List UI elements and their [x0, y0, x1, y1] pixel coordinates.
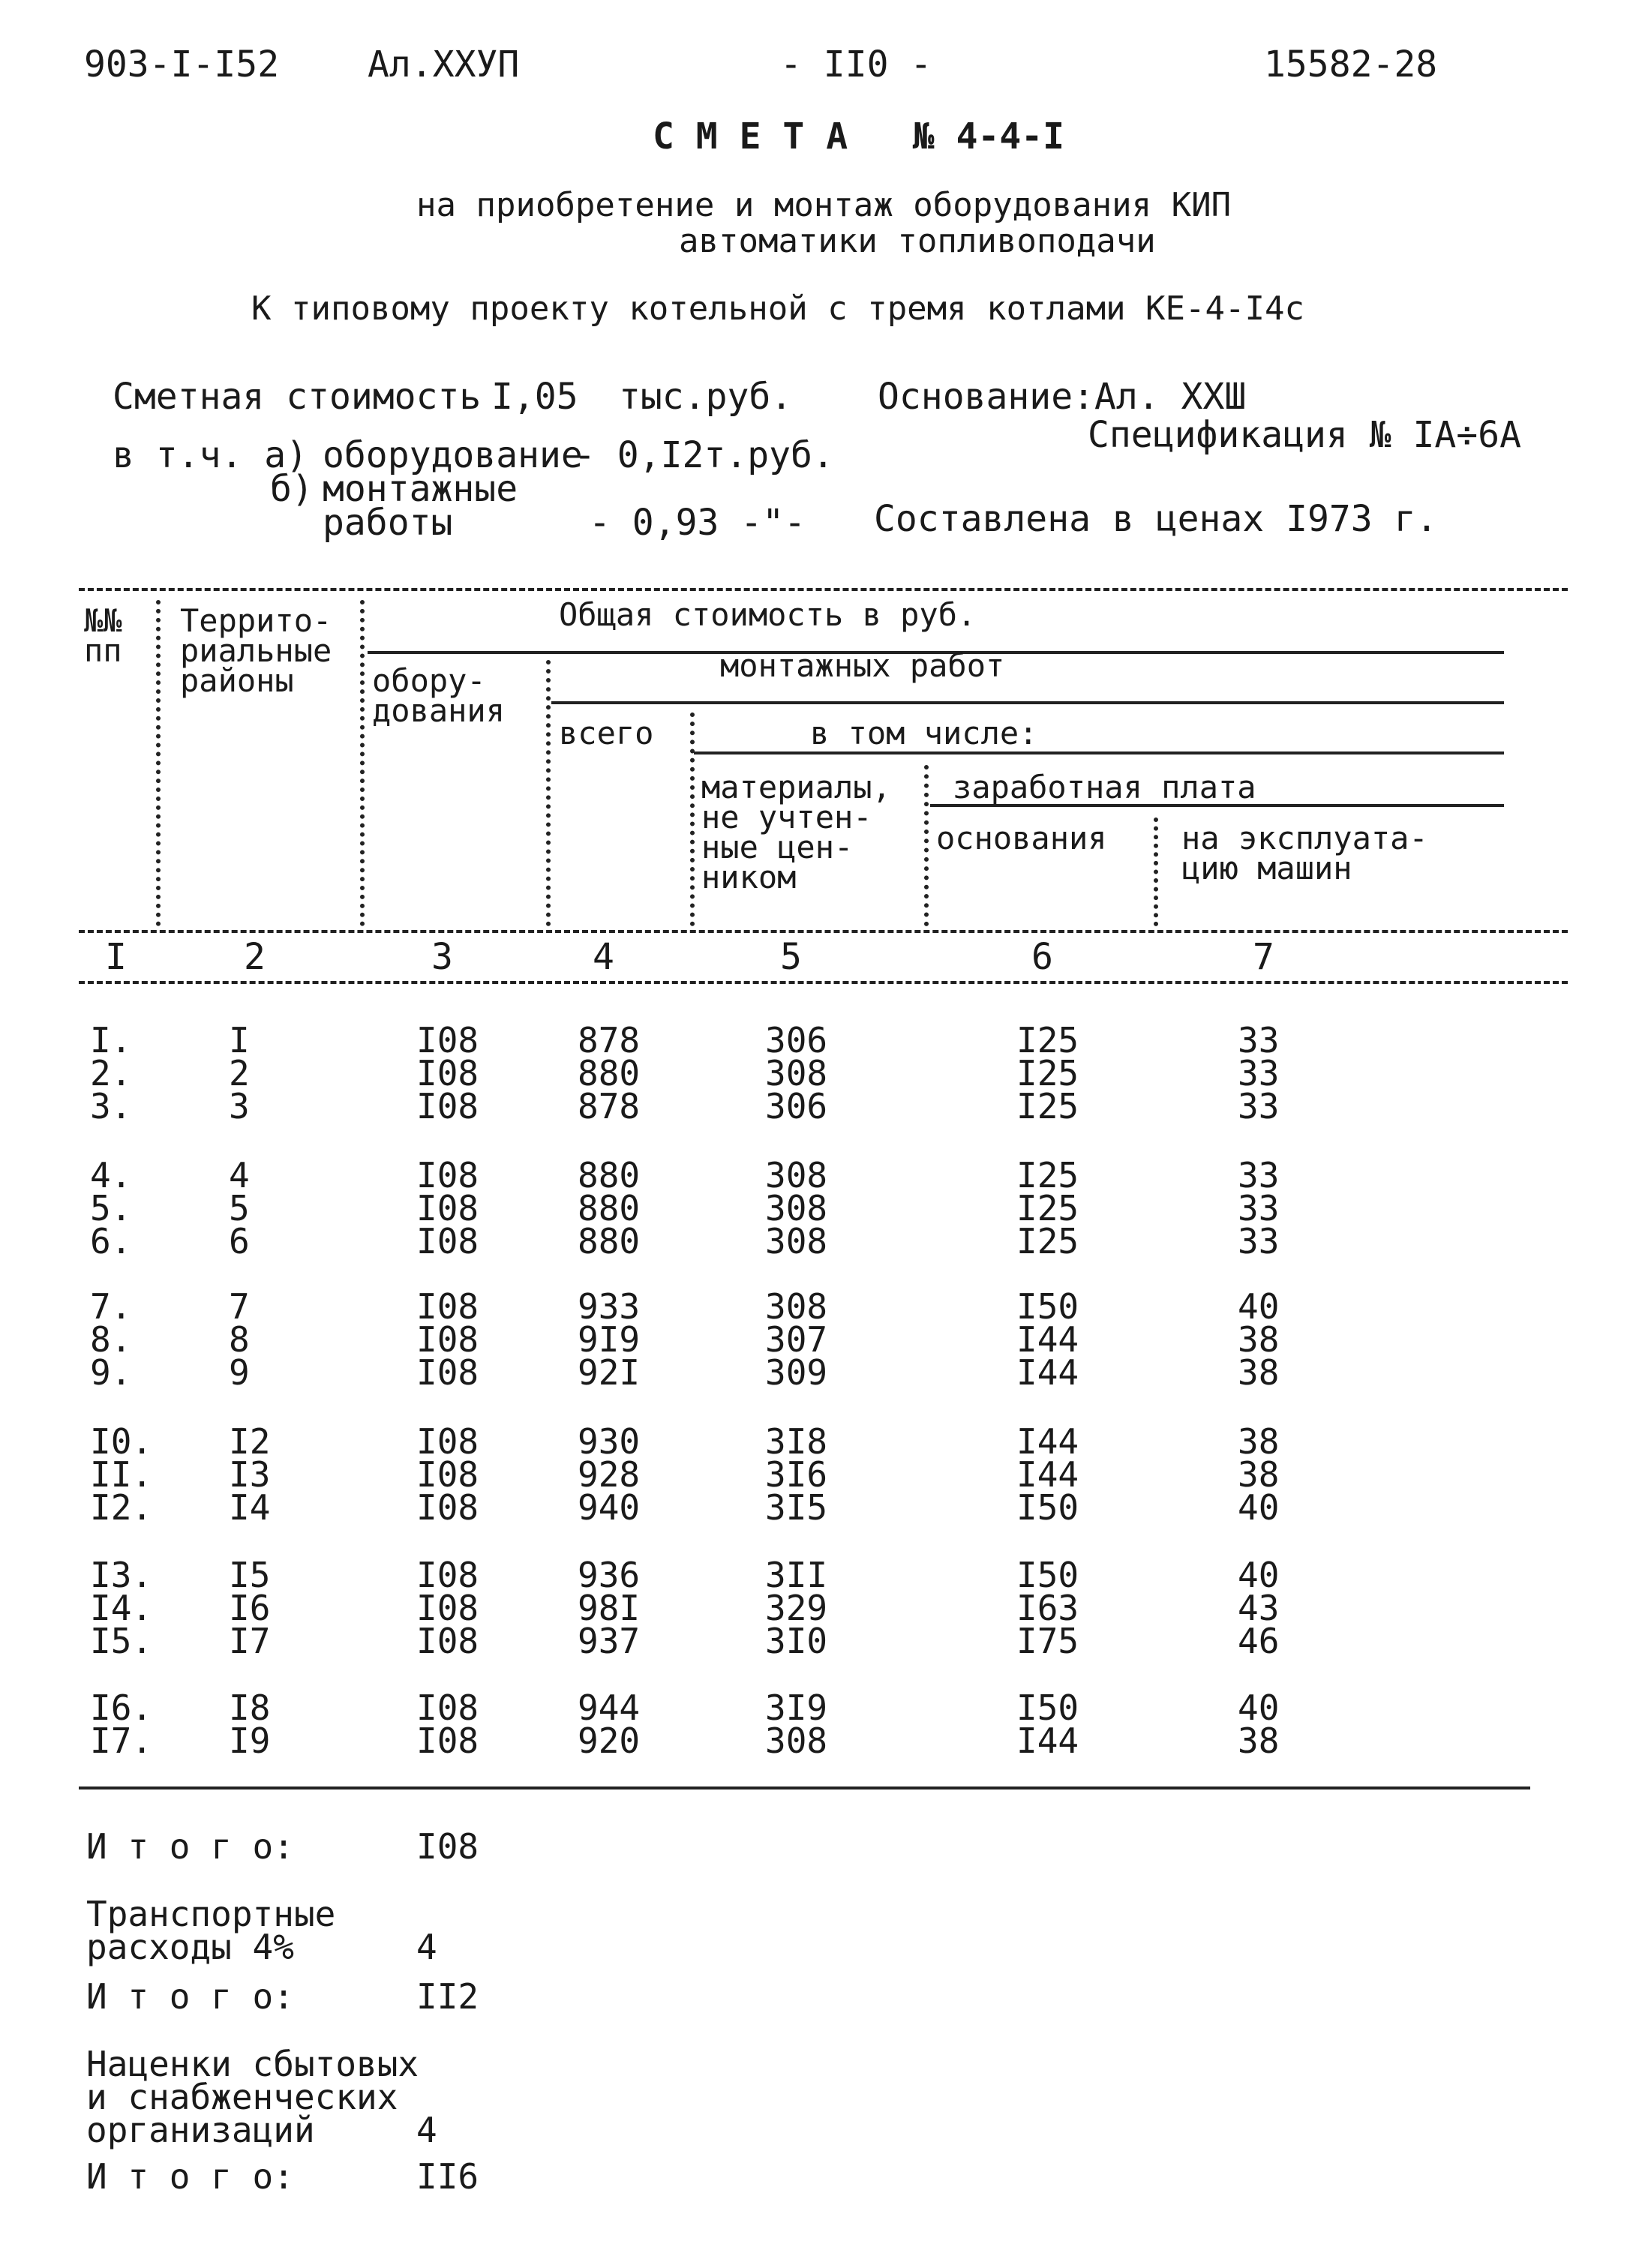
col-header-all: всего	[559, 715, 654, 752]
table-cell-col3: I08	[416, 1688, 479, 1728]
header-bottom-rule	[79, 930, 1568, 933]
table-cell-col2: 2	[229, 1053, 250, 1094]
table-cell-col1: I0.	[90, 1421, 153, 1462]
price-base: Составлена в ценах I973 г.	[874, 498, 1438, 540]
col-header-install-group: монтажных работ	[720, 647, 1005, 684]
table-cell-col4: 880	[578, 1221, 641, 1262]
table-cell-col2: 9	[229, 1352, 250, 1393]
table-cell-col7: 40	[1238, 1487, 1280, 1528]
document-number: 15582-28	[1264, 44, 1438, 86]
table-cell-col3: I08	[416, 1221, 479, 1262]
table-cell-col4: 944	[578, 1688, 641, 1728]
table-cell-col2: 7	[229, 1286, 250, 1327]
installation-value: - 0,93 -"-	[589, 502, 806, 544]
table-cell-col7: 38	[1238, 1319, 1280, 1360]
table-cell-col7: 33	[1238, 1020, 1280, 1060]
table-cell-col5: 3I9	[765, 1688, 828, 1728]
table-cell-col6: I25	[1016, 1020, 1079, 1060]
table-cell-col5: 3I8	[765, 1421, 828, 1462]
table-cell-col6: I50	[1016, 1487, 1079, 1528]
table-cell-col2: I6	[229, 1588, 271, 1628]
album-number: Ал.XXУП	[368, 44, 520, 86]
total-label: И т о г о:	[86, 2156, 294, 2197]
table-top-rule	[79, 588, 1568, 591]
column-number-7: 7	[1253, 936, 1274, 978]
table-cell-col1: 2.	[90, 1053, 132, 1094]
page-number: - II0 -	[780, 44, 932, 86]
table-cell-col7: 38	[1238, 1352, 1280, 1393]
cost-label: Сметная стоимость	[113, 376, 482, 418]
table-cell-col6: I63	[1016, 1588, 1079, 1628]
table-cell-col1: I7.	[90, 1720, 153, 1761]
table-cell-col4: 880	[578, 1053, 641, 1094]
col-header-total-group: Общая стоимость в руб.	[559, 596, 977, 633]
table-cell-col6: I44	[1016, 1352, 1079, 1393]
divider-6	[1154, 818, 1158, 926]
table-cell-col7: 33	[1238, 1053, 1280, 1094]
equipment-label: оборудование	[323, 434, 583, 476]
total-value: II2	[416, 1976, 479, 2017]
table-cell-col2: 4	[229, 1155, 250, 1196]
divider-4	[690, 712, 695, 926]
table-cell-col4: 920	[578, 1720, 641, 1761]
total-value: 4	[416, 2110, 437, 2150]
installation-letter: б)	[270, 468, 314, 510]
table-cell-col7: 38	[1238, 1421, 1280, 1462]
table-cell-col1: 9.	[90, 1352, 132, 1393]
cost-value: I,05	[491, 376, 578, 418]
table-cell-col5: 306	[765, 1020, 828, 1060]
table-cell-col3: I08	[416, 1352, 479, 1393]
table-cell-col2: I3	[229, 1454, 271, 1495]
table-cell-col6: I25	[1016, 1188, 1079, 1228]
table-cell-col1: 5.	[90, 1188, 132, 1228]
table-cell-col2: 5	[229, 1188, 250, 1228]
equipment-value: - 0,I2т.руб.	[574, 434, 834, 476]
divider-5	[924, 765, 929, 926]
table-cell-col6: I50	[1016, 1688, 1079, 1728]
cost-unit: тыс.руб.	[619, 376, 793, 418]
column-number-3: 3	[431, 936, 453, 978]
col-number-rule	[79, 981, 1568, 984]
table-cell-col2: I9	[229, 1720, 271, 1761]
table-cell-col2: 6	[229, 1221, 250, 1262]
column-number-6: 6	[1031, 936, 1053, 978]
table-cell-col4: 937	[578, 1621, 641, 1661]
table-cell-col4: 936	[578, 1555, 641, 1595]
table-cell-col2: I2	[229, 1421, 271, 1462]
table-cell-col6: I44	[1016, 1421, 1079, 1462]
table-cell-col3: I08	[416, 1053, 479, 1094]
installation-label-1: монтажные	[323, 468, 518, 510]
col-header-wage-group: заработная плата	[953, 769, 1256, 806]
installation-label-2: работы	[323, 502, 453, 544]
table-cell-col1: I.	[90, 1020, 132, 1060]
table-cell-col1: I2.	[90, 1487, 153, 1528]
table-cell-col7: 40	[1238, 1555, 1280, 1595]
table-cell-col5: 3I6	[765, 1454, 828, 1495]
table-cell-col1: II.	[90, 1454, 153, 1495]
table-cell-col1: 8.	[90, 1319, 132, 1360]
table-bottom-rule	[79, 1786, 1530, 1790]
table-cell-col6: I25	[1016, 1086, 1079, 1126]
table-cell-col3: I08	[416, 1487, 479, 1528]
table-cell-col5: 306	[765, 1086, 828, 1126]
table-cell-col3: I08	[416, 1720, 479, 1761]
col-header-equipment: обору- дования	[372, 662, 506, 729]
table-cell-col3: I08	[416, 1588, 479, 1628]
col-header-incl: в том числе:	[810, 715, 1038, 752]
table-cell-col6: I25	[1016, 1221, 1079, 1262]
total-value: II6	[416, 2156, 479, 2197]
divider-1	[156, 600, 161, 926]
column-number-4: 4	[593, 936, 614, 978]
table-cell-col7: 33	[1238, 1221, 1280, 1262]
col-header-materials: материалы, не учтен- ные цен- ником	[701, 769, 891, 896]
table-cell-col7: 46	[1238, 1621, 1280, 1661]
total-label: Транспортные расходы 4%	[86, 1894, 336, 1967]
project-code: 903-I-I52	[84, 44, 280, 86]
table-cell-col6: I25	[1016, 1155, 1079, 1196]
column-number-2: 2	[244, 936, 266, 978]
table-cell-col5: 307	[765, 1319, 828, 1360]
basis: Основание:Ал. XXШ	[878, 376, 1247, 418]
table-cell-col3: I08	[416, 1155, 479, 1196]
col-header-basic: основания	[936, 820, 1107, 856]
table-cell-col3: I08	[416, 1188, 479, 1228]
table-cell-col2: 8	[229, 1319, 250, 1360]
table-cell-col7: 33	[1238, 1086, 1280, 1126]
table-cell-col1: 4.	[90, 1155, 132, 1196]
table-cell-col3: I08	[416, 1454, 479, 1495]
table-cell-col5: 308	[765, 1155, 828, 1196]
table-cell-col5: 308	[765, 1188, 828, 1228]
including-label: в т.ч. а)	[113, 434, 308, 476]
table-cell-col4: 940	[578, 1487, 641, 1528]
col-header-machines: на эксплуата- цию машин	[1181, 820, 1428, 886]
table-cell-col6: I50	[1016, 1555, 1079, 1595]
table-cell-col4: 878	[578, 1020, 641, 1060]
table-cell-col5: 329	[765, 1588, 828, 1628]
project-reference: К типовому проекту котельной с тремя котлами КЕ-4-I4с	[251, 290, 1304, 328]
table-cell-col6: I44	[1016, 1720, 1079, 1761]
table-cell-col1: I5.	[90, 1621, 153, 1661]
table-cell-col5: 3II	[765, 1555, 828, 1595]
table-cell-col5: 3I5	[765, 1487, 828, 1528]
col-header-region: Террито- риальные районы	[180, 602, 332, 699]
table-cell-col6: I44	[1016, 1454, 1079, 1495]
table-cell-col7: 40	[1238, 1688, 1280, 1728]
table-cell-col4: 880	[578, 1155, 641, 1196]
rule-under-incl	[694, 752, 1504, 754]
table-cell-col5: 308	[765, 1221, 828, 1262]
table-cell-col7: 38	[1238, 1720, 1280, 1761]
table-cell-col3: I08	[416, 1621, 479, 1661]
table-cell-col6: I75	[1016, 1621, 1079, 1661]
column-number-5: 5	[780, 936, 802, 978]
subtitle-line-2: автоматики топливоподачи	[679, 222, 1156, 260]
table-cell-col6: I25	[1016, 1053, 1079, 1094]
subtitle-line-1: на приобретение и монтаж оборудования КИП	[416, 186, 1232, 224]
table-cell-col3: I08	[416, 1555, 479, 1595]
table-cell-col2: 3	[229, 1086, 250, 1126]
table-cell-col1: 6.	[90, 1221, 132, 1262]
table-cell-col4: 880	[578, 1188, 641, 1228]
table-cell-col2: I5	[229, 1555, 271, 1595]
table-cell-col3: I08	[416, 1286, 479, 1327]
total-label: И т о г о:	[86, 1826, 294, 1867]
table-cell-col1: I3.	[90, 1555, 153, 1595]
specification: Спецификация № IА÷6А	[1088, 414, 1521, 456]
table-cell-col7: 38	[1238, 1454, 1280, 1495]
col-header-number: №№ пп	[84, 602, 122, 669]
table-cell-col4: 9I9	[578, 1319, 641, 1360]
table-cell-col2: I7	[229, 1621, 271, 1661]
total-value: 4	[416, 1927, 437, 1967]
column-number-1: I	[105, 936, 127, 978]
table-cell-col3: I08	[416, 1319, 479, 1360]
table-cell-col2: I	[229, 1020, 250, 1060]
table-cell-col6: I44	[1016, 1319, 1079, 1360]
table-cell-col7: 43	[1238, 1588, 1280, 1628]
table-cell-col3: I08	[416, 1020, 479, 1060]
table-cell-col7: 33	[1238, 1155, 1280, 1196]
table-cell-col4: 928	[578, 1454, 641, 1495]
table-cell-col6: I50	[1016, 1286, 1079, 1327]
total-label: Наценки сбытовых и снабженческих организаций	[86, 2044, 419, 2150]
table-cell-col3: I08	[416, 1421, 479, 1462]
total-label: И т о г о:	[86, 1976, 294, 2017]
estimate-title: С М Е Т А № 4-4-I	[653, 116, 1065, 158]
table-cell-col4: 930	[578, 1421, 641, 1462]
divider-3	[546, 660, 551, 926]
table-cell-col4: 92I	[578, 1352, 641, 1393]
table-cell-col2: I4	[229, 1487, 271, 1528]
total-value: I08	[416, 1826, 479, 1867]
table-cell-col1: 7.	[90, 1286, 132, 1327]
table-cell-col2: I8	[229, 1688, 271, 1728]
table-cell-col4: 878	[578, 1086, 641, 1126]
table-cell-col4: 933	[578, 1286, 641, 1327]
table-cell-col7: 33	[1238, 1188, 1280, 1228]
table-cell-col7: 40	[1238, 1286, 1280, 1327]
table-cell-col1: I6.	[90, 1688, 153, 1728]
rule-under-install	[551, 701, 1504, 704]
table-cell-col3: I08	[416, 1086, 479, 1126]
table-cell-col4: 98I	[578, 1588, 641, 1628]
table-cell-col1: I4.	[90, 1588, 153, 1628]
table-cell-col5: 308	[765, 1286, 828, 1327]
table-cell-col5: 3I0	[765, 1621, 828, 1661]
divider-2	[360, 600, 365, 926]
table-cell-col5: 308	[765, 1053, 828, 1094]
table-cell-col5: 308	[765, 1720, 828, 1761]
table-cell-col1: 3.	[90, 1086, 132, 1126]
table-cell-col5: 309	[765, 1352, 828, 1393]
